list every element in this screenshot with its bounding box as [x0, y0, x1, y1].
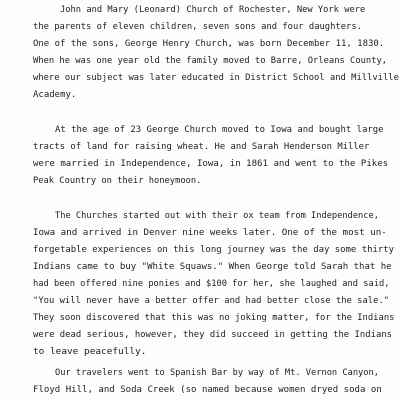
text-line: "You will never have a better offer and had better close the sale.": [33, 296, 390, 306]
text-line: to leave peacefully.: [33, 347, 147, 357]
text-line: the parents of eleven children, seven sons and four daughters.: [33, 22, 362, 32]
text-line: The Churches started out with their ox team from Independence,: [55, 211, 379, 221]
text-line: tracts of land for raising wheat. He and Sarah Henderson Miller: [33, 142, 370, 152]
text-line: John and Mary (Leonard) Church of Rochester, New York were: [60, 5, 366, 15]
text-line: Academy.: [33, 90, 77, 100]
text-line: When he was one year old the family moved to Barre, Orleans County,: [33, 56, 388, 66]
text-line: had been offered nine ponies and $100 for her, she laughed and said,: [33, 279, 390, 289]
text-line: One of the sons, George Henry Church, was born December 11, 1830.: [33, 39, 385, 49]
text-line: At the age of 23 George Church moved to Iowa and bought large: [55, 125, 384, 135]
text-line: Indians came to buy "White Squaws." When George told Sarah that he: [33, 262, 392, 272]
text-line: Our travelers went to Spanish Bar by way of Mt. Vernon Canyon,: [55, 368, 379, 378]
text-line: were married in Independence, Iowa, in 1861 and went to the Pikes: [33, 159, 389, 169]
text-line: They soon discovered that this was no joking matter, for the Indians: [33, 313, 395, 323]
text-line: Floyd Hill, and Soda Creek (so named because women dryed soda on: [33, 385, 382, 395]
text-line: where our subject was later educated in District School and Millville: [33, 73, 399, 83]
text-line: Iowa and arrived in Denver nine weeks later. One of the most un-: [33, 228, 387, 238]
text-line: Peak Country on their honeymoon.: [33, 176, 202, 186]
text-line: forgetable experiences on this long journey was the day some thirty: [33, 245, 395, 255]
text-line: were dead serious, however, they did succeed in getting the Indians: [33, 330, 393, 340]
